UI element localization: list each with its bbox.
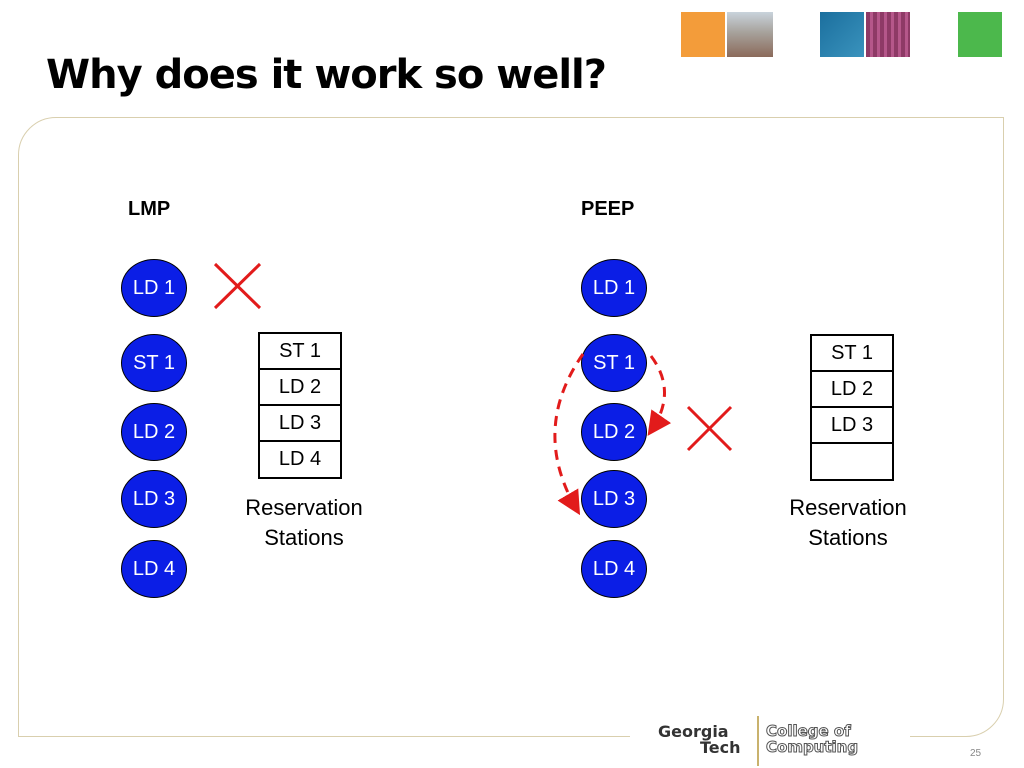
lmp-node-3: LD 2 — [121, 403, 187, 461]
store-to-ld3-dependency-arrow — [555, 354, 583, 510]
lmp-rs-slot: LD 4 — [278, 448, 322, 470]
logo-divider — [757, 716, 759, 766]
georgia-tech-logo — [630, 712, 910, 768]
lmp-blocked-cross-icon — [215, 264, 260, 308]
lmp-label: LMP — [128, 198, 171, 220]
lmp-node-4: LD 3 — [121, 470, 187, 528]
peep-rs-caption-line2: Stations — [808, 525, 888, 550]
peep-node-4: LD 3 — [581, 470, 647, 528]
lmp-node-2: ST 1 — [121, 334, 187, 392]
lmp-rs-slot: ST 1 — [260, 334, 340, 370]
peep-node-5: LD 4 — [581, 540, 647, 598]
peep-node-3: LD 2 — [581, 403, 647, 461]
peep-blocked-cross-icon — [688, 407, 731, 450]
logo-college-text: College of — [766, 722, 851, 740]
peep-rs-slot: LD 2 — [812, 372, 892, 408]
logo-computing-text: Computing — [766, 738, 859, 756]
lmp-rs-caption-line2: Stations — [264, 525, 344, 550]
logo-tech-text: Tech — [700, 738, 741, 757]
peep-node-1: LD 1 — [581, 259, 647, 317]
lmp-rs-caption-line1: Reservation — [245, 495, 363, 520]
peep-rs-caption-line1: Reservation — [789, 495, 907, 520]
peep-node-2: ST 1 — [581, 334, 647, 392]
peep-rs-slot: ST 1 — [812, 336, 892, 372]
logo-georgia-text: Georgia — [658, 722, 729, 741]
lmp-rs-slot: LD 2 — [260, 370, 340, 406]
slide-title: Why does it work so well? — [46, 52, 606, 98]
peep-label: PEEP — [581, 198, 635, 220]
peep-rs-slot: LD 3 — [812, 408, 892, 444]
page-number: 25 — [970, 748, 982, 759]
store-to-ld2-dependency-arrow — [651, 356, 665, 431]
lmp-rs-slot: LD 3 — [260, 406, 340, 442]
lmp-node-1: LD 1 — [121, 259, 187, 317]
lmp-node-5: LD 4 — [121, 540, 187, 598]
